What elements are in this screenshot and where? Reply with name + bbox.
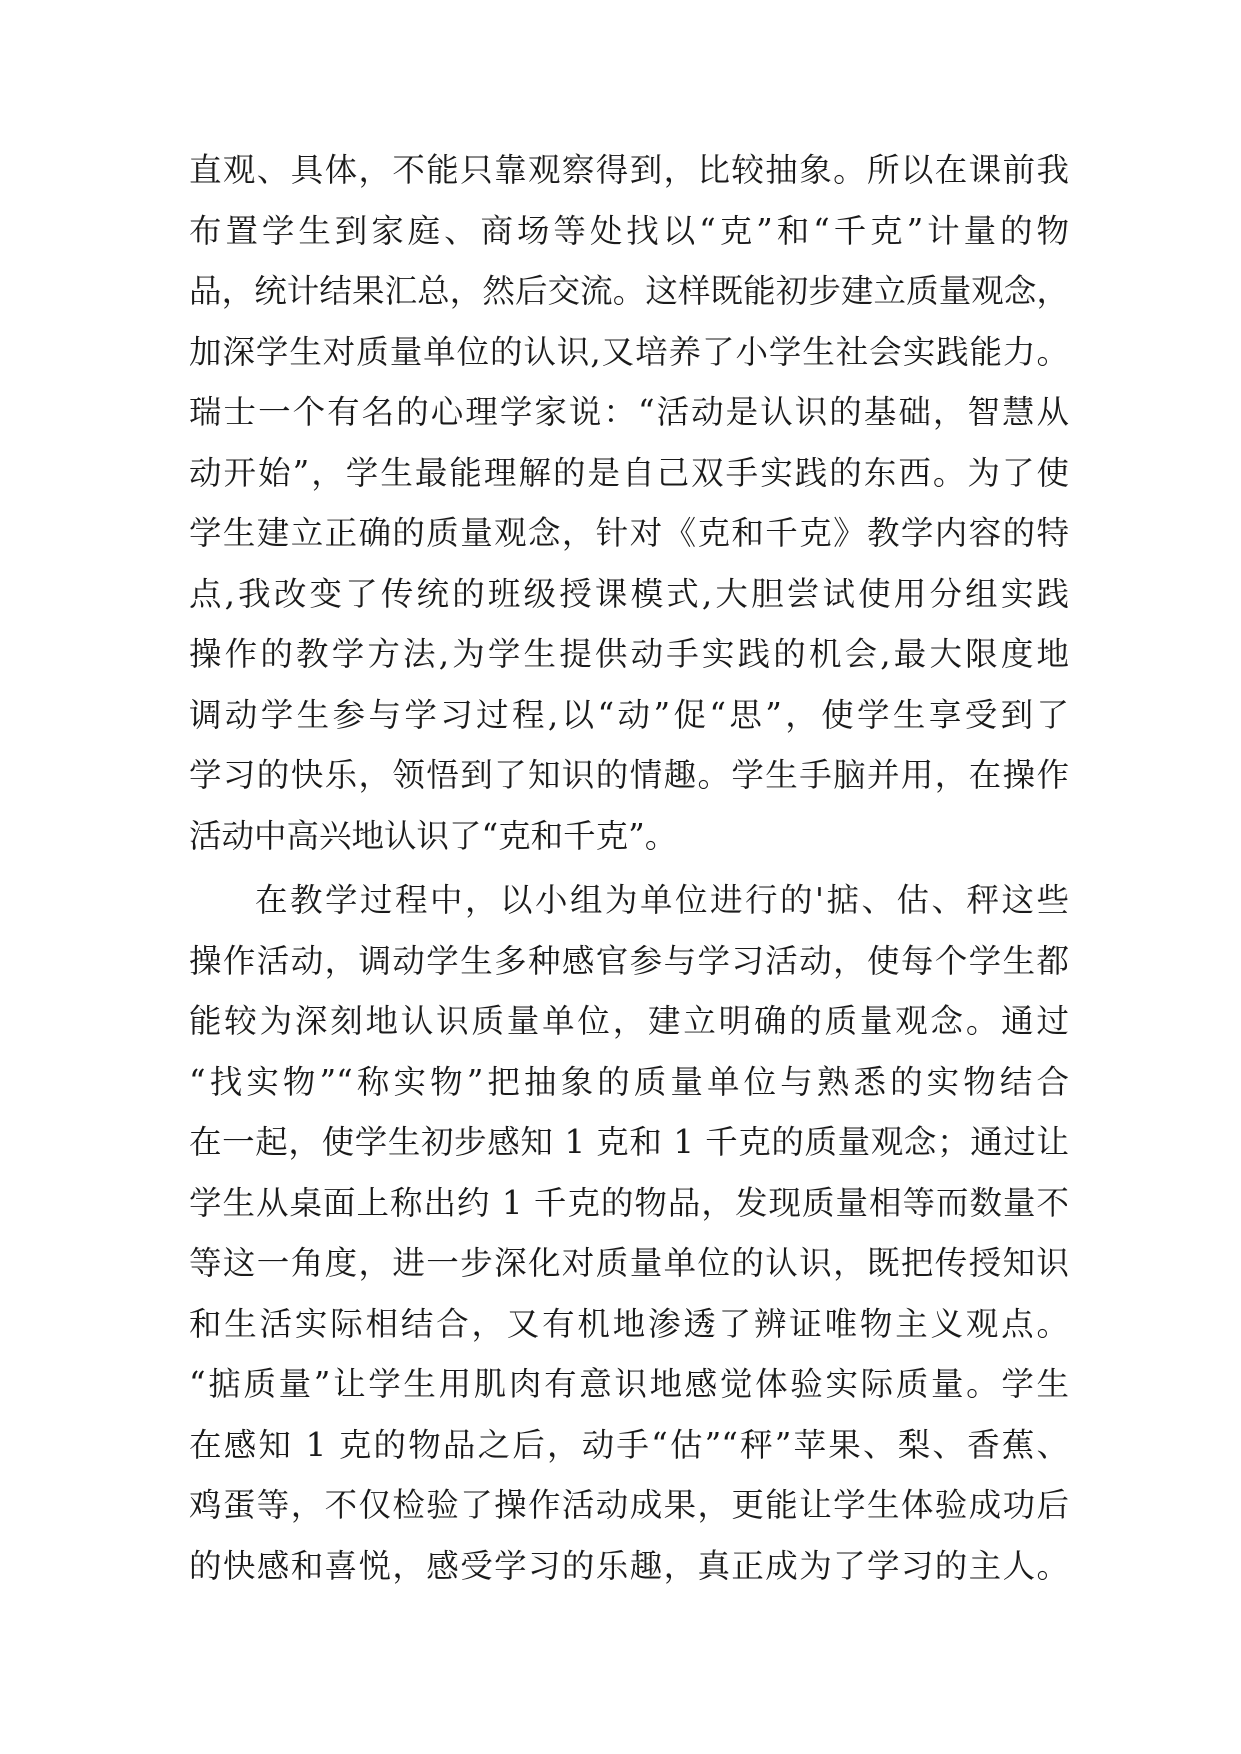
paragraph-line: 加深学生对质量单位的认识,又培养了小学生社会实践能力。 bbox=[189, 332, 1069, 371]
paragraph-1 bbox=[189, 140, 1069, 866]
paragraph-line: 动开始”，学生最能理解的是自己双手实践的东西。为了使 bbox=[189, 453, 1069, 492]
paragraph-line: 瑞士一个有名的心理学家说：“活动是认识的基础，智慧从 bbox=[189, 393, 1069, 431]
paragraph-line: 学生建立正确的质量观念，针对《克和千克》教学内容的特 bbox=[189, 514, 1069, 552]
paragraph-line: 和生活实际相结合，又有机地渗透了辨证唯物主义观点。 bbox=[189, 1304, 1069, 1343]
body-text bbox=[189, 140, 1069, 1596]
paragraph-line: 在感知 1 克的物品之后，动手“估”“秤”苹果、梨、香蕉、 bbox=[189, 1425, 1069, 1464]
paragraph-line: “找实物”“称实物”把抽象的质量单位与熟悉的实物结合 bbox=[189, 1062, 1069, 1101]
paragraph-line: 学习的快乐，领悟到了知识的情趣。学生手脑并用，在操作 bbox=[189, 756, 1069, 794]
paragraph-line: 布置学生到家庭、商场等处找以“克”和“千克”计量的物 bbox=[189, 211, 1069, 250]
paragraph-line: 能较为深刻地认识质量单位，建立明确的质量观念。通过 bbox=[189, 1002, 1069, 1040]
paragraph-line: 在教学过程中，以小组为单位进行的'掂、估、秤这些 bbox=[255, 881, 1069, 919]
paragraph-line: “掂质量”让学生用肌肉有意识地感觉体验实际质量。学生 bbox=[189, 1365, 1069, 1403]
paragraph-line: 直观、具体，不能只靠观察得到，比较抽象。所以在课前我 bbox=[189, 151, 1069, 189]
paragraph-line: 在一起，使学生初步感知 1 克和 1 千克的质量观念；通过让 bbox=[189, 1123, 1069, 1161]
paragraph-line: 操作活动，调动学生多种感官参与学习活动，使每个学生都 bbox=[189, 941, 1069, 980]
paragraph-line: 活动中高兴地认识了“克和千克”。 bbox=[189, 816, 678, 855]
paragraph-line: 调动学生参与学习过程,以“动”促“思”，使学生享受到了 bbox=[189, 695, 1069, 734]
paragraph-line: 品，统计结果汇总，然后交流。这样既能初步建立质量观念， bbox=[189, 272, 1069, 310]
paragraph-line: 学生从桌面上称出约 1 千克的物品，发现质量相等而数量不 bbox=[189, 1183, 1069, 1222]
paragraph-line: 等这一角度，进一步深化对质量单位的认识，既把传授知识 bbox=[189, 1244, 1069, 1282]
paragraph-line: 操作的教学方法,为学生提供动手实践的机会,最大限度地 bbox=[189, 635, 1069, 673]
paragraph-2 bbox=[189, 870, 1069, 1596]
paragraph-line: 的快感和喜悦，感受学习的乐趣，真正成为了学习的主人。 bbox=[189, 1546, 1069, 1585]
paragraph-line: 鸡蛋等，不仅检验了操作活动成果，更能让学生体验成功后 bbox=[189, 1486, 1069, 1524]
paragraph-line: 点,我改变了传统的班级授课模式,大胆尝试使用分组实践 bbox=[189, 574, 1069, 613]
